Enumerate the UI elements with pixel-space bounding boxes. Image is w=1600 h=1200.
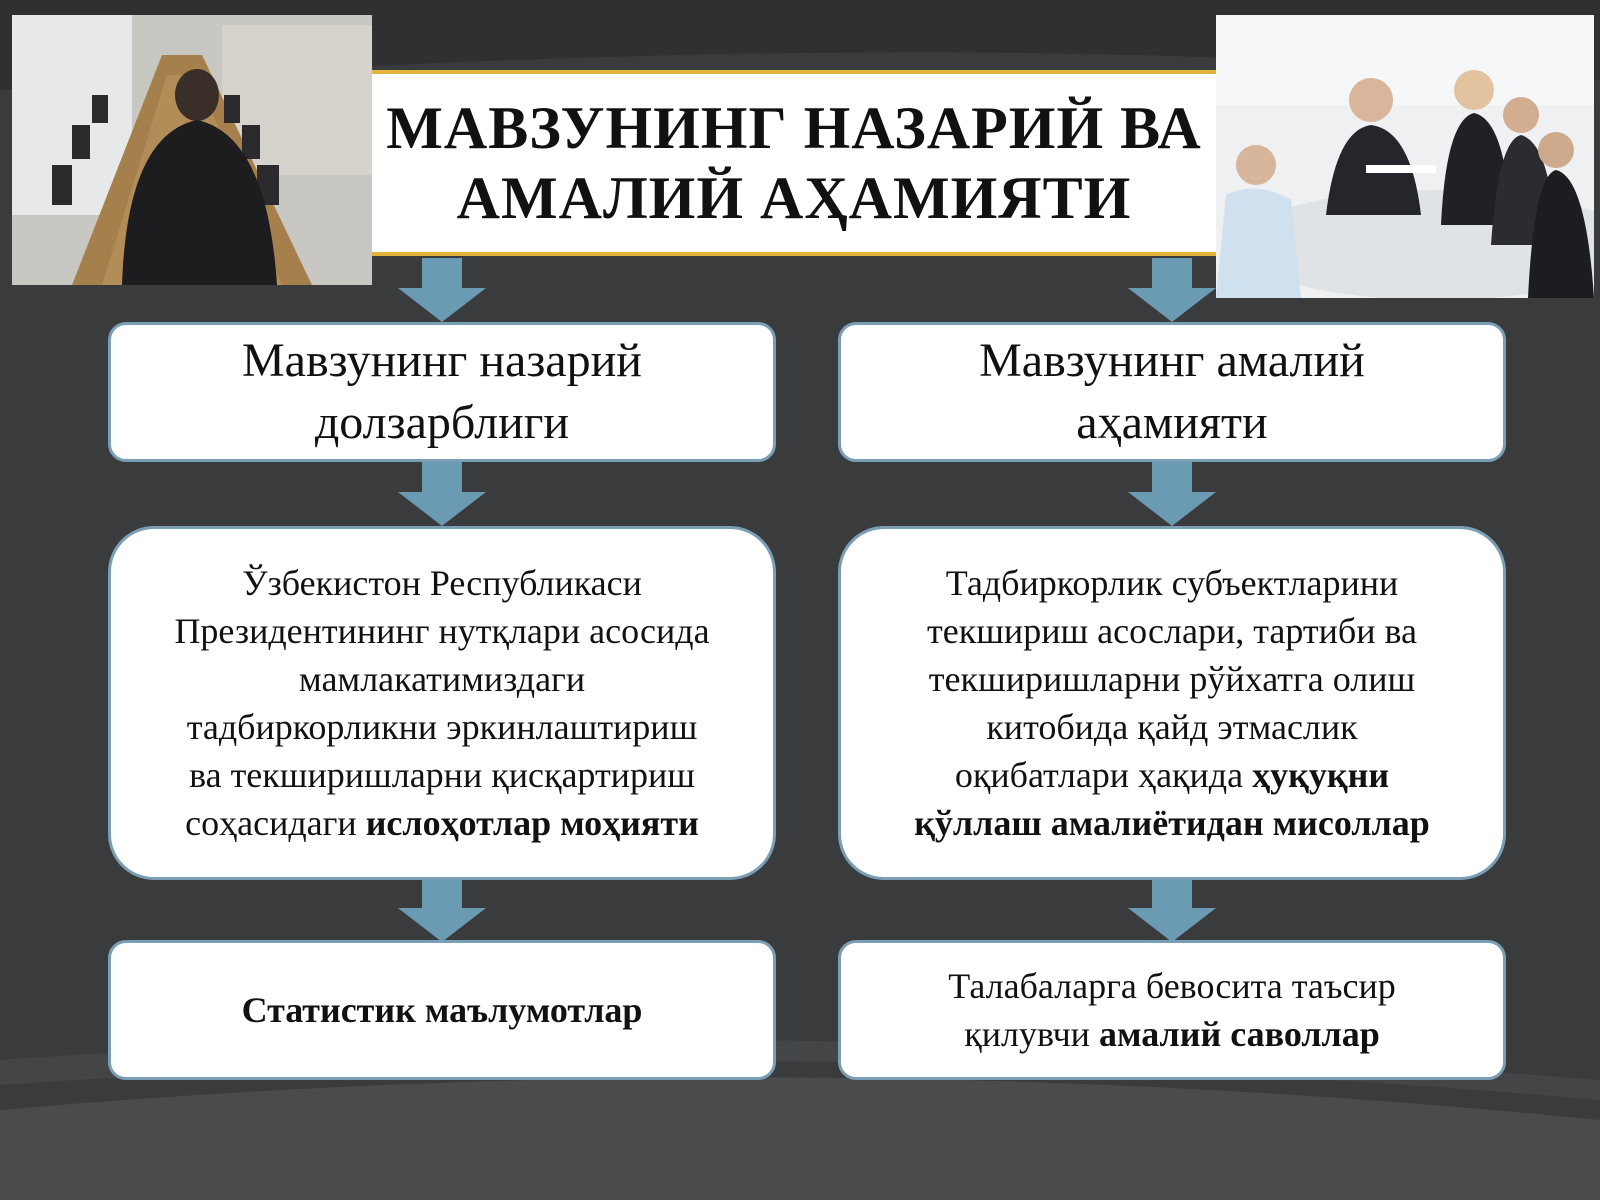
- right-footer-line-1: Талабаларга бевосита таъсир: [948, 966, 1396, 1006]
- left-header-line-2: долзарблиги: [314, 396, 570, 449]
- down-arrow-icon: [398, 258, 486, 322]
- left-body-line: Ўзбекистон Республикаси: [242, 563, 642, 603]
- left-body-highlight: ислоҳотлар моҳияти: [365, 803, 699, 843]
- down-arrow-icon: [1128, 878, 1216, 942]
- right-body-highlight-2: қўллаш амалиётидан мисоллар: [914, 803, 1430, 843]
- right-body-line: Тадбиркорлик субъектларини: [945, 563, 1399, 603]
- left-body-line-last: соҳасидаги: [185, 803, 366, 843]
- right-body-line-5: оқибатлари ҳақида: [954, 755, 1253, 795]
- statistics-label: Статистик маълумотлар: [241, 990, 643, 1030]
- practical-questions-box: [838, 940, 1506, 1080]
- left-body-line: тадбиркорликни эркинлаштириш: [186, 707, 698, 747]
- meeting-room-photo: [12, 15, 372, 285]
- down-arrow-icon: [1128, 258, 1216, 322]
- right-header-line-2: аҳамияти: [1076, 396, 1268, 449]
- left-body-line: ва текширишларни қисқартириш: [189, 755, 695, 795]
- left-body-line: Президентининг нутқлари асосида: [174, 611, 710, 651]
- right-body-line: китобида қайд этмаслик: [986, 707, 1358, 747]
- slide-title: [386, 93, 1201, 233]
- business-team-photo: [1216, 15, 1594, 298]
- left-body-line: мамлакатимиздаги: [298, 659, 586, 699]
- title-line-1: МАВЗУНИНГ НАЗАРИЙ ВА: [386, 95, 1202, 161]
- left-header-line-1: Мавзунинг назарий: [242, 334, 642, 387]
- title-line-2: АМАЛИЙ АҲАМИЯТИ: [456, 165, 1132, 231]
- right-header-line-1: Мавзунинг амалий: [979, 334, 1365, 387]
- right-footer-highlight: амалий саволлар: [1098, 1014, 1380, 1054]
- title-banner: [372, 70, 1216, 256]
- right-body-line: текширишларни рўйхатга олиш: [928, 659, 1416, 699]
- right-body-line: текшириш асослари, тартиби ва: [927, 611, 1417, 651]
- right-footer-line-2: қилувчи: [964, 1014, 1099, 1054]
- practical-content-box: [838, 526, 1506, 880]
- down-arrow-icon: [1128, 462, 1216, 526]
- right-body-highlight-1: ҳуқуқни: [1252, 755, 1390, 795]
- down-arrow-icon: [398, 878, 486, 942]
- theoretical-relevance-box: [108, 322, 776, 462]
- practical-importance-box: [838, 322, 1506, 462]
- down-arrow-icon: [398, 462, 486, 526]
- statistics-box: [108, 940, 776, 1080]
- theoretical-content-box: [108, 526, 776, 880]
